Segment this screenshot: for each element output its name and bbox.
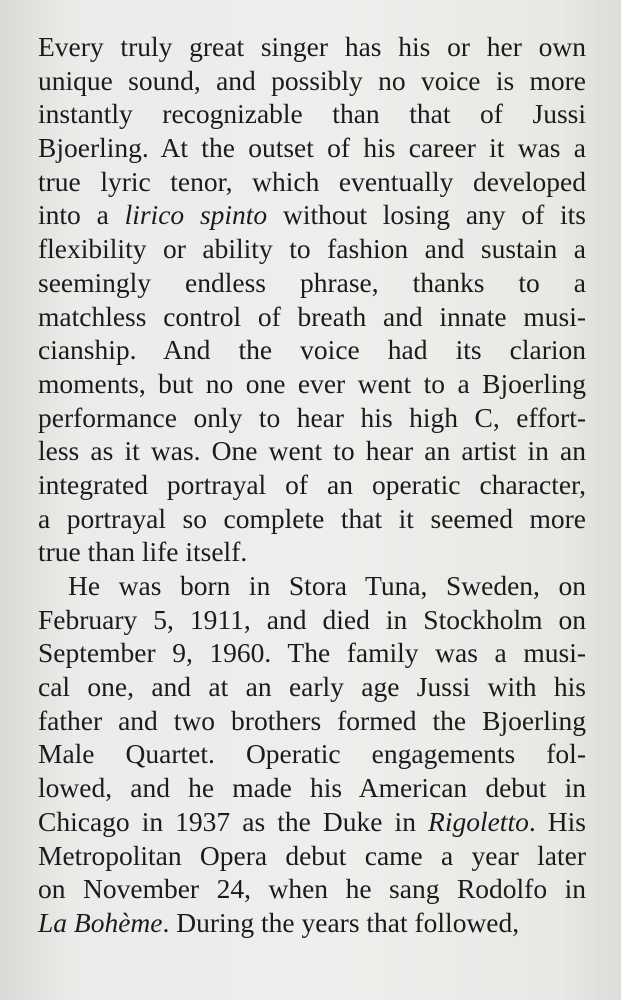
text-segment: Chicago in 1937 as the Duke in [38, 805, 429, 837]
text-line [38, 502, 586, 536]
text-segment: on November 24, when he sang Rodolfo in [38, 873, 586, 905]
text-segment: performance only to hear his high C, effort- [38, 401, 586, 433]
text-line [38, 468, 586, 502]
text-segment: father and two brothers formed the Bjoerling [38, 704, 586, 736]
body-text [38, 30, 586, 940]
text-line [38, 30, 586, 64]
text-line [38, 670, 586, 704]
italic-text: La Bohème [38, 906, 163, 938]
text-segment: Metropolitan Opera debut came a year later [38, 839, 586, 871]
text-line [38, 603, 586, 637]
text-segment: true lyric tenor, which eventually developed [38, 165, 586, 197]
text-segment: without losing any of its [267, 199, 586, 231]
text-segment: unique sound, and possibly no voice is more [38, 64, 586, 96]
text-segment: moments, but no one ever went to a Bjoerling [38, 367, 586, 399]
text-segment: true than life itself. [38, 536, 248, 568]
text-segment: integrated portrayal of an operatic character, [38, 468, 586, 500]
text-line [38, 232, 586, 266]
text-segment: seemingly endless phrase, thanks to a [38, 266, 586, 298]
text-segment: . During the years that followed, [162, 906, 520, 938]
text-segment: . His [528, 805, 586, 837]
text-segment: Bjoerling. At the outset of his career it was a [38, 132, 586, 164]
text-segment: Every truly great singer has his or her own [38, 31, 586, 62]
italic-text: Rigoletto [428, 805, 529, 837]
paragraph [38, 30, 586, 569]
text-line [38, 872, 586, 906]
text-line [38, 300, 586, 334]
text-segment: instantly recognizable than that of Jussi [38, 98, 586, 130]
text-line [38, 636, 586, 670]
text-line [38, 535, 586, 569]
text-segment: into a [38, 199, 125, 231]
text-segment: September 9, 1960. The family was a musi- [38, 637, 586, 669]
text-line [38, 131, 586, 165]
text-line [38, 737, 586, 771]
text-segment: matchless control of breath and innate musi- [38, 300, 586, 332]
text-line [38, 333, 586, 367]
text-line [38, 64, 586, 98]
text-segment: less as it was. One went to hear an artist in an [38, 435, 586, 467]
text-segment: He was born in Stora Tuna, Sweden, on [68, 570, 586, 601]
text-segment: cianship. And the voice had its clarion [38, 334, 586, 366]
text-segment: February 5, 1911, and died in Stockholm on [38, 603, 586, 635]
text-line [38, 704, 586, 738]
text-segment: cal one, and at an early age Jussi with his [38, 671, 586, 703]
text-line [38, 266, 586, 300]
text-line [38, 906, 586, 940]
paragraph [38, 569, 586, 940]
text-line [38, 839, 586, 873]
text-segment: Male Quartet. Operatic engagements fol- [38, 738, 586, 770]
text-line [38, 434, 586, 468]
text-line [38, 367, 586, 401]
text-segment: lowed, and he made his American debut in [38, 772, 586, 804]
text-line [38, 97, 586, 131]
text-segment: flexibility or ability to fashion and sustain a [38, 233, 586, 265]
text-line [38, 771, 586, 805]
italic-text: lirico spinto [124, 199, 268, 231]
text-line [38, 401, 586, 435]
text-line [38, 569, 586, 603]
text-segment: a portrayal so complete that it seemed more [38, 502, 586, 534]
text-line [38, 805, 586, 839]
text-line [38, 198, 586, 232]
text-line [38, 165, 586, 199]
